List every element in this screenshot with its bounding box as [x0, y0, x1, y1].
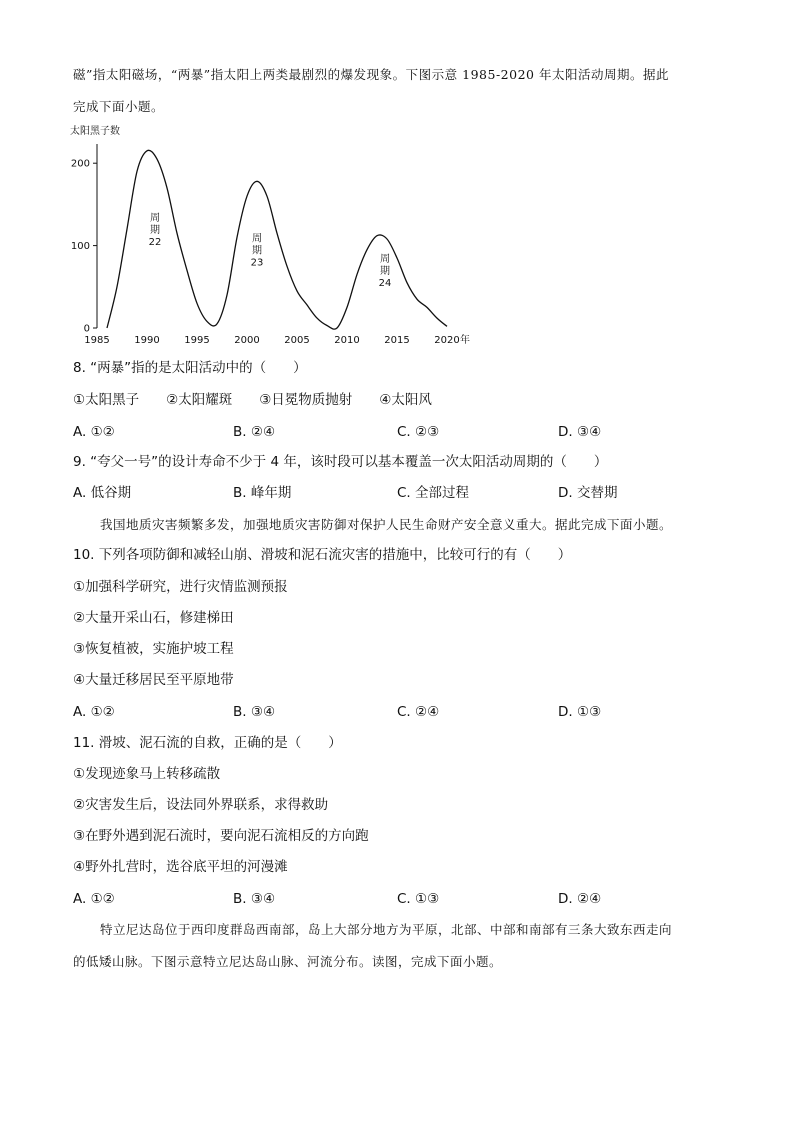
- y-tick-label: 0: [83, 323, 90, 335]
- q8-option-d[interactable]: D. ③④: [558, 424, 602, 440]
- q11-item-3: ③在野外遇到泥石流时，要向泥石流相反的方向跑: [73, 828, 369, 844]
- q10-item-3: ③恢复植被，实施护坡工程: [73, 641, 234, 657]
- cycle-label-line: 周: [380, 254, 390, 266]
- y-ticks: [71, 159, 97, 335]
- x-axis-unit: 年: [460, 335, 470, 346]
- cycle-label: [251, 232, 264, 268]
- intro-3-line-1: 特立尼达岛位于西印度群岛西南部，岛上大部分地方为平原，北部、中部和南部有三条大致东西走向: [100, 922, 673, 937]
- x-tick-label: 2020: [434, 335, 460, 346]
- y-tick-label: 100: [70, 241, 90, 253]
- cycle-annotations: [149, 212, 392, 289]
- intro-line-1: 磁”指太阳磁场，“两暴”指太阳上两类最剧烈的爆发现象。下图示意 1985-2020 年太阳活动周期。据此: [73, 67, 669, 82]
- cycle-label-line: 期: [252, 245, 262, 257]
- y-tick-label: 200: [70, 158, 90, 170]
- q8-option-a[interactable]: A. ①②: [73, 424, 115, 440]
- q10-item-2: ②大量开采山石，修建梯田: [73, 610, 234, 626]
- x-tick-label: 2010: [334, 335, 360, 346]
- cycle-label-line: 22: [148, 236, 162, 248]
- cycle-label-line: 周: [150, 212, 160, 224]
- q11-option-c[interactable]: C. ①③: [397, 891, 440, 907]
- cycle-label-line: 23: [250, 257, 264, 269]
- q10-item-1: ①加强科学研究，进行灾情监测预报: [73, 579, 288, 595]
- intro-3-line-2: 的低矮山脉。下图示意特立尼达岛山脉、河流分布。读图，完成下面小题。: [73, 954, 503, 969]
- intro-2: 我国地质灾害频繁多发，加强地质灾害防御对保护人民生命财产安全意义重大。据此完成下面小题。: [100, 517, 673, 532]
- x-tick-label: 2000: [234, 335, 260, 346]
- q10-option-d[interactable]: D. ①③: [558, 704, 602, 720]
- q10-stem: 10. 下列各项防御和减轻山崩、滑坡和泥石流灾害的措施中，比较可行的有（ ）: [73, 547, 572, 563]
- q10-option-b[interactable]: B. ③④: [233, 704, 276, 720]
- cycle-label-line: 期: [380, 266, 390, 278]
- q11-stem: 11. 滑坡、泥石流的自救，正确的是（ ）: [73, 735, 342, 751]
- q8-option-b[interactable]: B. ②④: [233, 424, 276, 440]
- q9-option-c[interactable]: C. 全部过程: [397, 485, 470, 501]
- x-ticks: [84, 333, 470, 346]
- q10-option-a[interactable]: A. ①②: [73, 704, 115, 720]
- x-tick-label: 1985: [84, 335, 110, 346]
- q9-option-d[interactable]: D. 交替期: [558, 485, 618, 501]
- sunspot-chart: [70, 122, 470, 352]
- q8-stem: 8. “两暴”指的是太阳活动中的（ ）: [73, 360, 307, 376]
- cycle-label: [149, 212, 162, 248]
- chart-ylabel: 太阳黑子数: [70, 126, 120, 137]
- q8-option-c[interactable]: C. ②③: [397, 424, 440, 440]
- q10-option-c[interactable]: C. ②④: [397, 704, 440, 720]
- cycle-label-line: 期: [150, 224, 160, 236]
- q8-items: ①太阳黑子 ②太阳耀斑 ③日冕物质抛射 ④太阳风: [73, 392, 432, 408]
- q11-item-1: ①发现迹象马上转移疏散: [73, 766, 221, 782]
- x-tick-label: 1990: [134, 335, 160, 346]
- q10-item-4: ④大量迁移居民至平原地带: [73, 672, 234, 688]
- q9-stem: 9. “夸父一号”的设计寿命不少于 4 年，该时段可以基本覆盖一次太阳活动周期的（ ）: [73, 454, 608, 470]
- q11-option-a[interactable]: A. ①②: [73, 891, 115, 907]
- intro-line-2: 完成下面小题。: [73, 99, 165, 114]
- cycle-label-line: 周: [252, 233, 262, 245]
- cycle-label: [379, 253, 392, 289]
- x-tick-label: 1995: [184, 335, 210, 346]
- q9-option-a[interactable]: A. 低谷期: [73, 485, 132, 501]
- q11-option-d[interactable]: D. ②④: [558, 891, 602, 907]
- x-tick-label: 2005: [284, 335, 310, 346]
- q11-option-b[interactable]: B. ③④: [233, 891, 276, 907]
- q11-item-2: ②灾害发生后，设法同外界联系，求得救助: [73, 797, 329, 813]
- cycle-label-line: 24: [378, 278, 392, 290]
- q11-item-4: ④野外扎营时，选谷底平坦的河漫滩: [73, 859, 288, 875]
- x-tick-label: 2015: [384, 335, 410, 346]
- q9-option-b[interactable]: B. 峰年期: [233, 485, 292, 501]
